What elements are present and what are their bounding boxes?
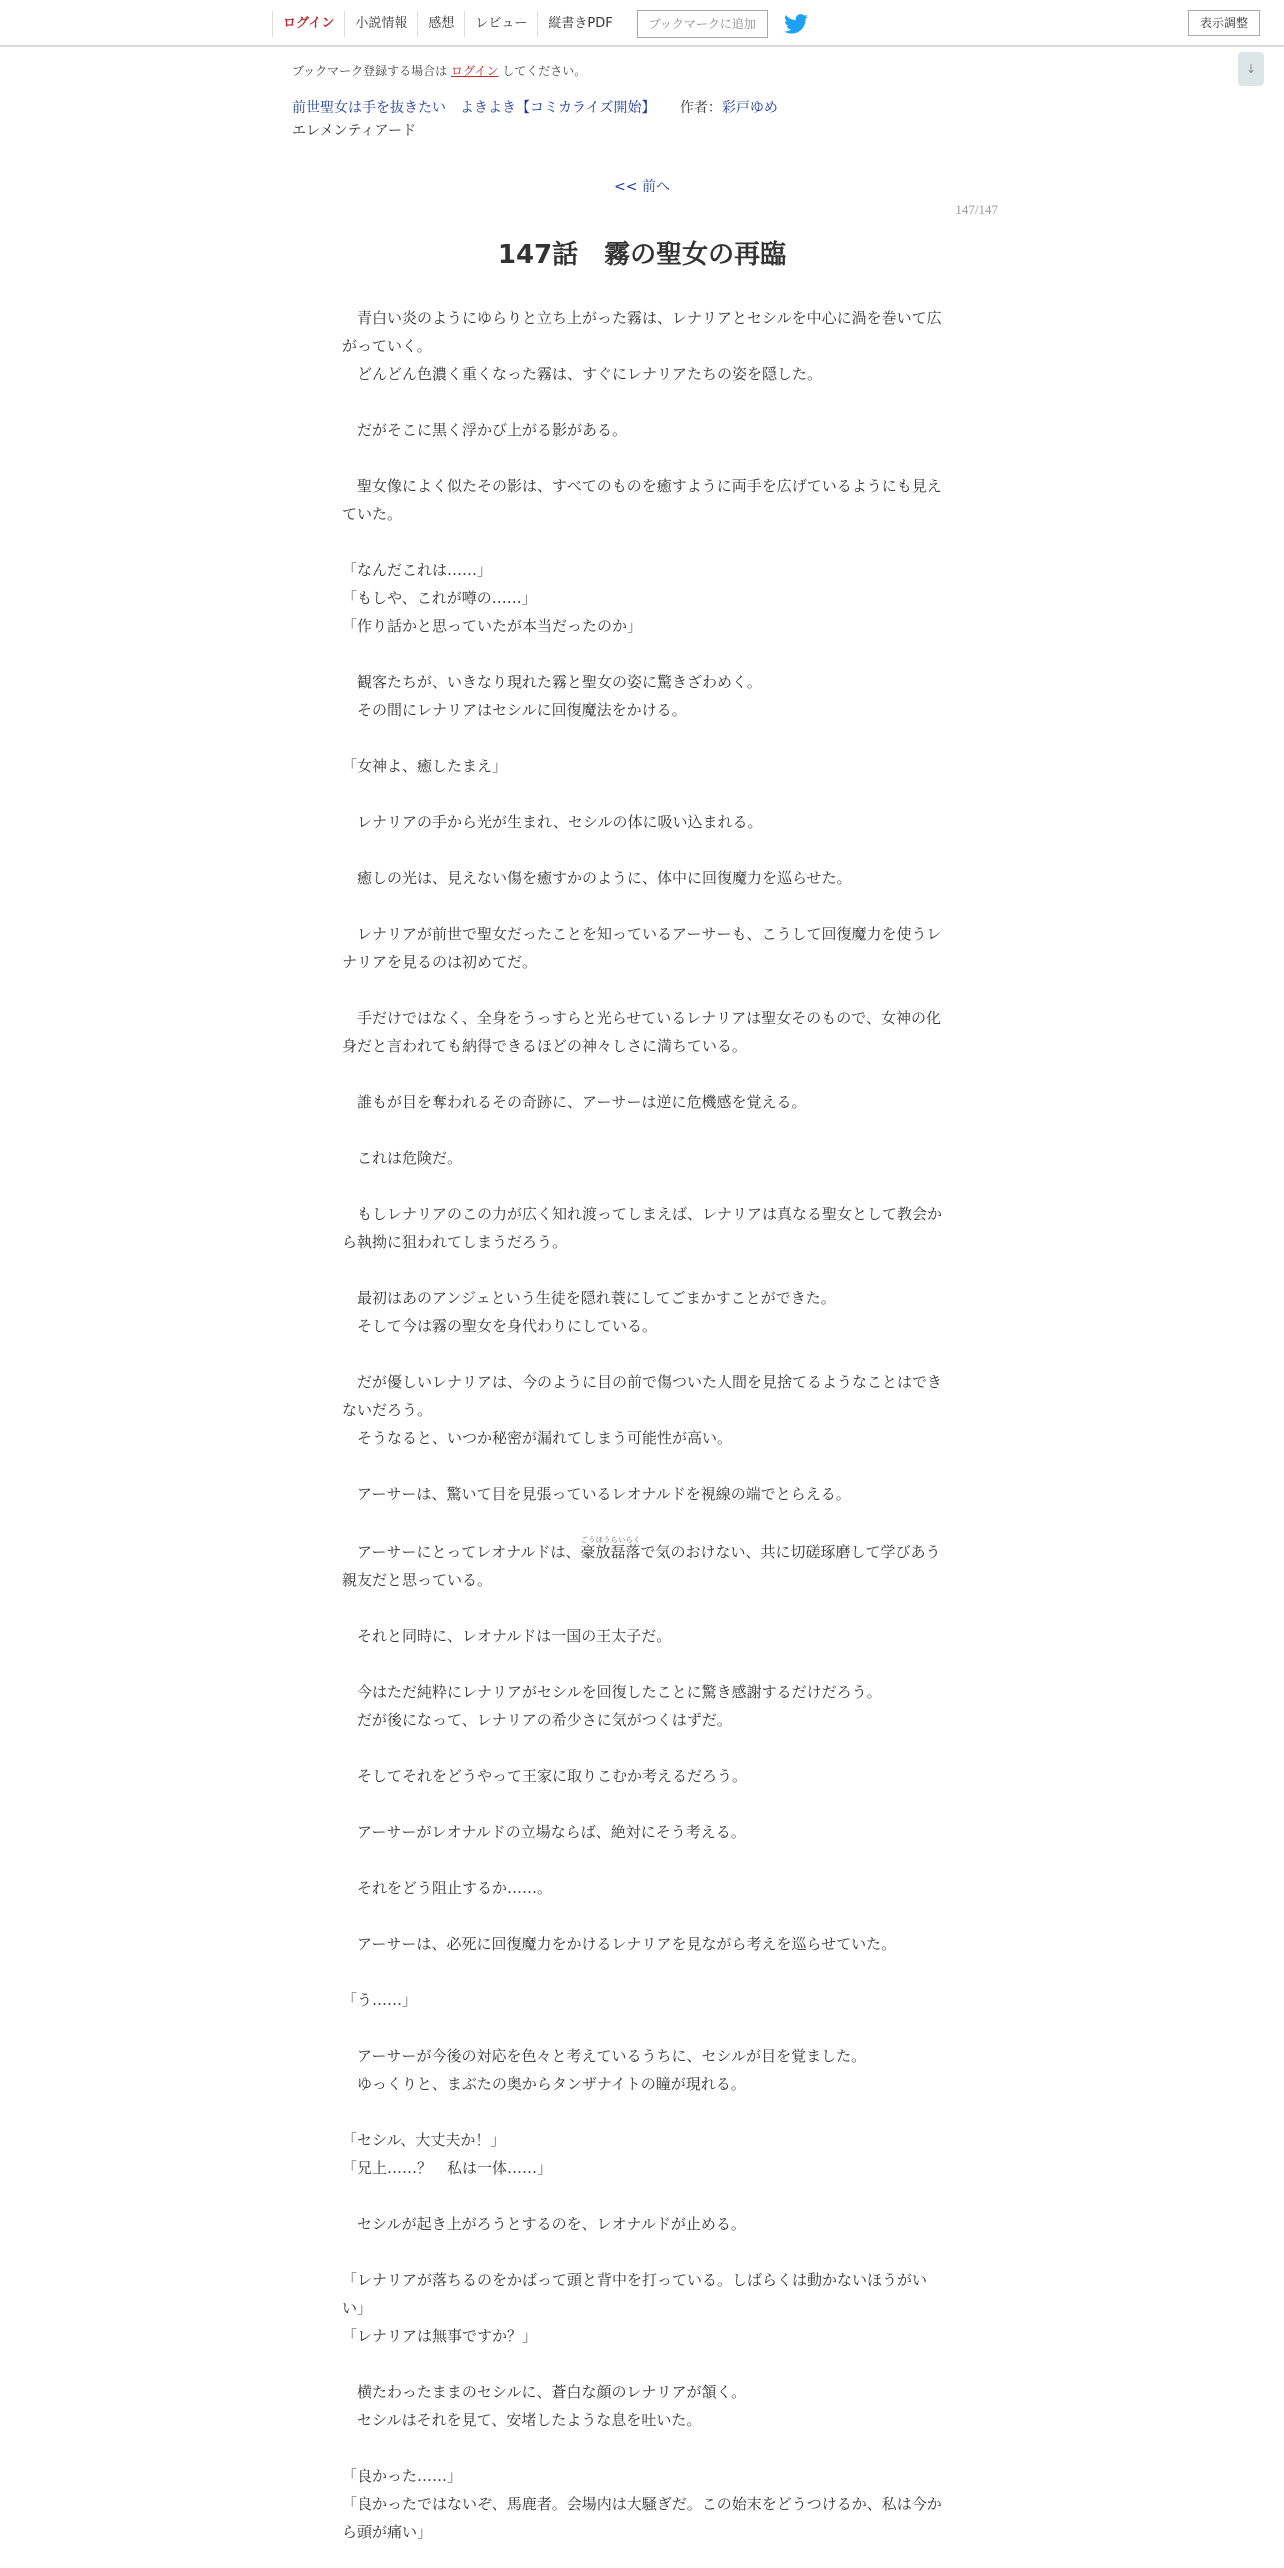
notice-text-before: ブックマーク登録する場合は	[292, 64, 448, 78]
paragraph-spacer	[342, 2434, 942, 2462]
body-paragraph: 誰もが目を奪われるその奇跡に、アーサーは逆に危機感を覚える。	[342, 1093, 807, 1111]
body-paragraph: セシルはそれを見て、安堵したような息を吐いた。	[342, 2411, 702, 2429]
paragraph-spacer	[342, 1172, 942, 1200]
body-paragraph: 「女神よ、癒したまえ」	[342, 757, 508, 775]
paragraph-spacer	[342, 780, 942, 808]
body-paragraph: アーサーは、驚いて目を見張っているレオナルドを視線の端でとらえる。	[342, 1485, 851, 1503]
body-paragraph: 「作り話かと思っていたが本当だったのか」	[342, 617, 643, 635]
body-paragraph: 「良かった……」	[342, 2467, 463, 2485]
body-paragraph: 「兄上……？ 私は一体……」	[342, 2159, 553, 2177]
main-nav	[272, 0, 810, 47]
body-paragraph: 聖女像によく似たその影は、すべてのものを癒すように両手を広げているようにも見えていた。	[342, 477, 942, 523]
body-paragraph: 観客たちが、いきなり現れた霧と聖女の姿に驚きざわめく。	[342, 673, 762, 691]
body-paragraph: 「レナリアが落ちるのをかばって頭と背中を打っている。しばらくは動かないほうがいい」	[342, 2271, 928, 2317]
body-paragraph: もしレナリアのこの力が広く知れ渡ってしまえば、レナリアは真なる聖女として教会から執拗に狙われてしまうだろう。	[342, 1205, 943, 1251]
paragraph-spacer	[342, 892, 942, 920]
paragraph-spacer	[342, 2182, 942, 2210]
body-paragraph: だが後になって、レナリアの希少さに気がつくはずだ。	[342, 1711, 732, 1729]
body-paragraph: 横たわったままのセシルに、蒼白な顔のレナリアが頷く。	[342, 2383, 747, 2401]
paragraph-spacer	[342, 640, 942, 668]
body-paragraph: アーサーが今後の対応を色々と考えているうちに、セシルが目を覚ました。	[342, 2047, 867, 2065]
paragraph-spacer	[342, 1958, 942, 1986]
twitter-bird-icon[interactable]	[784, 13, 810, 35]
body-paragraph: どんどん色濃く重くなった霧は、すぐにレナリアたちの姿を隠した。	[342, 365, 823, 383]
paragraph-spacer	[342, 2014, 942, 2042]
ruby-word	[580, 1536, 641, 1561]
paragraph-spacer	[342, 1508, 942, 1536]
chapter-body-text	[342, 304, 942, 2546]
body-paragraph: 今はただ純粋にレナリアがセシルを回復したことに驚き感謝するだけだろう。	[342, 1683, 882, 1701]
top-navigation-bar	[0, 0, 1284, 47]
body-paragraph: だがそこに黒く浮かび上がる影がある。	[342, 421, 628, 439]
paragraph-spacer	[342, 388, 942, 416]
body-paragraph: 最初はあのアンジェという生徒を隠れ蓑にしてごまかすことができた。	[342, 1289, 836, 1307]
paragraph-spacer	[342, 1734, 942, 1762]
nav-review-link[interactable]: レビュー	[464, 11, 537, 37]
nav-novel-info-link[interactable]: 小説情報	[344, 11, 417, 37]
body-paragraph: そしてそれをどうやって王家に取りこむか考えるだろう。	[342, 1767, 748, 1785]
paragraph-spacer	[342, 1116, 942, 1144]
body-paragraph: そうなると、いつか秘密が漏れてしまう可能性が高い。	[342, 1429, 733, 1447]
chapter-title: 147話 霧の聖女の再臨	[497, 240, 787, 270]
ruby-base: 豪放磊落	[580, 1543, 641, 1561]
series-title-link[interactable]: 前世聖女は手を抜きたい よきよき【コミカライズ開始】	[292, 100, 656, 116]
body-paragraph: 「なんだこれは……」	[342, 561, 493, 579]
body-paragraph: それと同時に、レオナルドは一国の王太子だ。	[342, 1627, 672, 1645]
body-paragraph: 「う……」	[342, 1991, 418, 2009]
paragraph-spacer	[342, 444, 942, 472]
body-paragraph: セシルが起き上がろうとするのを、レオナルドが止める。	[342, 2215, 746, 2233]
author-name-link[interactable]: 彩戸ゆめ	[721, 100, 778, 116]
body-paragraph: だが優しいレナリアは、今のように目の前で傷ついた人間を見捨てるようなことはできないだろう。	[342, 1373, 943, 1419]
paragraph-spacer	[342, 836, 942, 864]
body-paragraph: 青白い炎のようにゆらりと立ち上がった霧は、レナリアとセシルを中心に渦を巻いて広がっていく。	[342, 309, 942, 355]
notice-login-link[interactable]: ログイン	[451, 64, 499, 78]
paragraph-spacer	[342, 1340, 942, 1368]
paragraph-spacer	[342, 1594, 942, 1622]
body-paragraph: アーサーがレオナルドの立場ならば、絶対にそう考える。	[342, 1823, 746, 1841]
nav-login-link[interactable]: ログイン	[272, 11, 344, 37]
paragraph-spacer	[342, 976, 942, 1004]
body-paragraph: アーサーは、必死に回復魔力をかけるレナリアを見ながら考えを巡らせていた。	[342, 1935, 897, 1953]
paragraph-spacer	[342, 2238, 942, 2266]
ruby-reading: ごうほうらいらく	[580, 1536, 641, 1544]
body-paragraph: これは危険だ。	[342, 1149, 463, 1167]
previous-chapter-link[interactable]: << 前へ	[614, 179, 670, 195]
paragraph-spacer	[342, 2098, 942, 2126]
body-paragraph: 癒しの光は、見えない傷を癒すかのように、体中に回復魔力を巡らせた。	[342, 869, 852, 887]
paragraph-spacer	[342, 2350, 942, 2378]
paragraph-spacer	[342, 528, 942, 556]
paragraph-spacer	[342, 1060, 942, 1088]
paragraph-spacer	[342, 724, 942, 752]
scroll-down-button[interactable]: ↓	[1238, 52, 1264, 86]
notice-text-after: してください。	[502, 64, 587, 78]
body-paragraph: 手だけではなく、全身をうっすらと光らせているレナリアは聖女そのもので、女神の化身だと言われても納得できるほどの神々しさに満ちている。	[342, 1009, 941, 1055]
bookmark-login-notice	[292, 62, 586, 79]
nav-impressions-link[interactable]: 感想	[417, 11, 464, 37]
paragraph-spacer	[342, 1650, 942, 1678]
body-paragraph: 「もしや、これが噂の……」	[342, 589, 537, 607]
body-paragraph: 「良かったではないぞ、馬鹿者。会場内は大騒ぎだ。この始末をどうつけるか、私は今から頭が痛い」	[342, 2495, 942, 2541]
body-paragraph: その間にレナリアはセシルに回復魔法をかける。	[342, 701, 687, 719]
body-paragraph: それをどう阻止するか……。	[342, 1879, 553, 1897]
ruby-line-before: アーサーにとってレオナルドは、	[342, 1543, 581, 1561]
display-settings-button[interactable]: 表示調整	[1188, 10, 1260, 36]
add-bookmark-button[interactable]: ブックマークに追加	[637, 10, 768, 38]
body-paragraph: 「レナリアは無事ですか？」	[342, 2327, 538, 2345]
body-paragraph: レナリアの手から光が生まれ、セシルの体に吸い込まれる。	[342, 813, 763, 831]
paragraph-spacer	[342, 1902, 942, 1930]
body-paragraph: レナリアが前世で聖女だったことを知っているアーサーも、こうして回復魔力を使うレナリアを見るのは初めてだ。	[342, 925, 942, 971]
paragraph-spacer	[342, 1846, 942, 1874]
series-info	[292, 97, 778, 117]
chapter-count: 147/147	[955, 202, 998, 217]
paragraph-spacer	[342, 1256, 942, 1284]
body-paragraph: ゆっくりと、まぶたの奥からタンザナイトの瞳が現れる。	[342, 2075, 746, 2093]
author-label: 作者：	[679, 100, 722, 116]
nav-vertical-pdf-link[interactable]: 縦書きPDF	[537, 11, 622, 37]
publisher-label: エレメンティアード	[292, 123, 417, 139]
body-paragraph	[342, 1536, 942, 1594]
paragraph-spacer	[342, 1452, 942, 1480]
paragraph-spacer	[342, 1790, 942, 1818]
twitter-bird-svg	[784, 14, 808, 34]
body-paragraph: 「セシル、大丈夫か！」	[342, 2131, 506, 2149]
body-paragraph: そして今は霧の聖女を身代わりにしている。	[342, 1317, 658, 1335]
ruby-line-after: で気のおけない、共に切磋琢磨して学びあう親友だと思っている。	[342, 1543, 941, 1589]
